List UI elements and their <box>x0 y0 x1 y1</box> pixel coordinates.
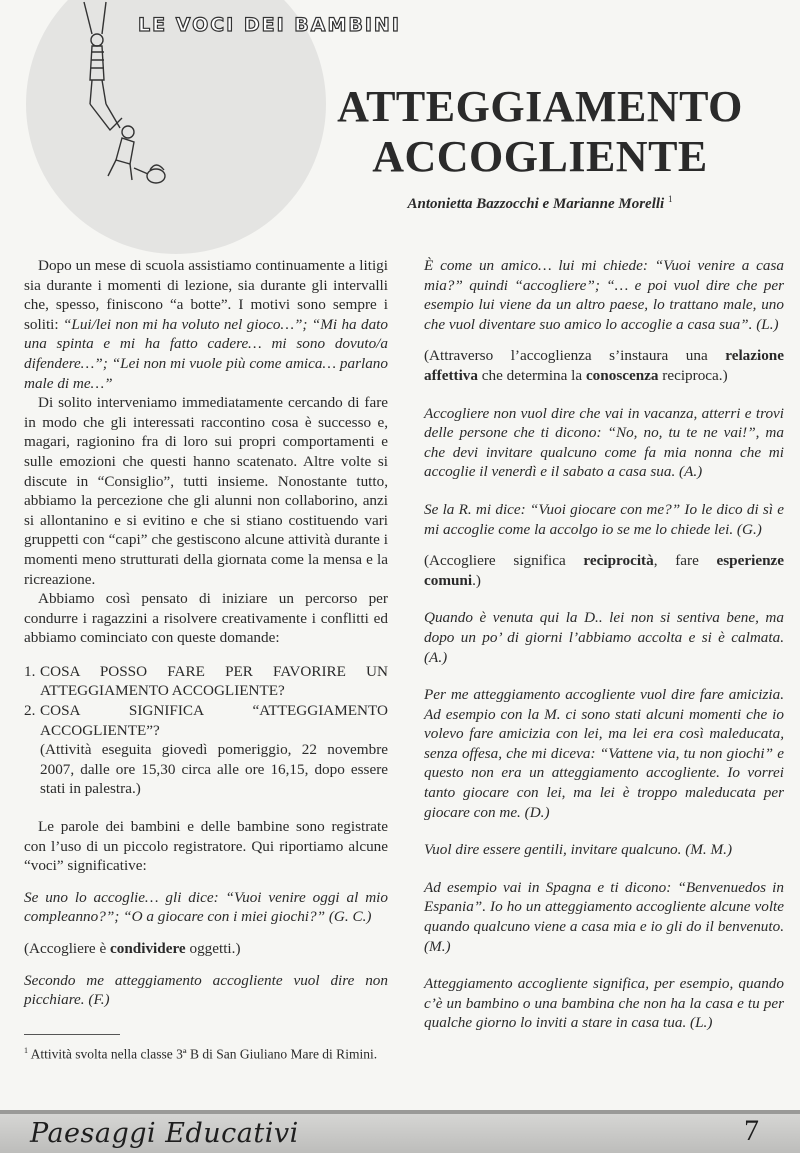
note-2-e: reciproca.) <box>658 366 728 384</box>
voice-5: Se la R. mi dice: “Vuoi giocare con me?” Io le dico di sì e mi accoglie come la accolgo io se me lo chiede lei. (G.) <box>424 500 784 538</box>
footnote-text: Attività svolta nella classe 3ª B di San Giuliano Mare di Rimini. <box>30 1046 378 1062</box>
question-1 <box>24 662 388 701</box>
magazine-brand: Paesaggi Educativi <box>30 1118 299 1149</box>
note-3-c: , fare <box>653 552 717 570</box>
note-3-bold-1: reciprocità <box>583 552 654 570</box>
article-title <box>300 82 780 182</box>
voice-1: Se uno lo accoglie… gli dice: “Vuoi venire oggi al mio compleanno?”; “O a giocare con i miei giochi?” (G. C.) <box>24 888 388 926</box>
note-3-e: .) <box>472 571 481 589</box>
authors-footnote-ref: 1 <box>667 194 673 204</box>
question-2 <box>24 701 388 740</box>
note-2-c: che determina la <box>477 366 586 384</box>
right-column <box>424 256 784 1033</box>
note-1-a: (Accogliere è <box>24 940 111 957</box>
voice-4: Accogliere non vuol dire che vai in vacanza, atterri e trovi delle persone che ti dicono: “No, no, tu te ne vai!”, ma che devi invitare qualcuno come fa mia nonna che mi accoglie il venerdì e il sabato a casa sua. (A.) <box>424 404 784 481</box>
question-1-number: 1. <box>24 662 36 680</box>
voice-3: È come un amico… lui mi chiede: “Vuoi venire a casa mia?” quindi “accogliere”; “… e poi vuol dire che per esempio lui viene da un altro paese, lo trattano male, uno che vuol diventare suo amico lo accoglie a casa sua”. (L.) <box>424 257 784 333</box>
intro-text: Dopo un mese di scuola assistiamo continuamente a litigi sia durante i momenti di lezione, sia durante gli intervalli che, spesso, finiscono “a botte”. I motivi sono sempre i soliti: <box>24 257 388 333</box>
article-authors <box>300 194 780 213</box>
paragraph-4: Le parole dei bambini e delle bambine sono registrate con l’uso di un piccolo registratore. Qui riportiamo alcune “voci” significative: <box>24 818 388 875</box>
note-2-bold-1: relazione affettiva <box>424 347 784 384</box>
voice-6: Quando è venuta qui la D.. lei non si sentiva bene, ma dopo un po’ di giorni l’abbiamo accolta e si è calmata. (A.) <box>424 609 784 666</box>
note-1-bold: condividere <box>110 940 186 957</box>
voice-10: Atteggiamento accogliente significa, per esempio, quando c’è un bambino o una bambina che non ha la casa e tu per qualche giorno lo inviti a stare in casa tua. (L.) <box>424 975 784 1032</box>
section-label: LE VOCI DEI BAMBINI <box>138 14 401 36</box>
voice-2: Secondo me atteggiamento accogliente vuol dire non picchiare. (F.) <box>24 971 388 1009</box>
note-2 <box>424 346 784 385</box>
authors-text: Antonietta Bazzocchi e Marianne Morelli <box>407 196 665 212</box>
intro-quotes: “Lui/lei non mi ha voluto nel gioco…”; “Mi ha dato una spinta e mi ha fatto cadere… mi sono dovuto/a difendere…”; “Lei non mi vuole più come amica… parlano male di me…” <box>24 315 388 392</box>
note-1-c: oggetti.) <box>185 940 241 957</box>
question-2-number: 2. <box>24 702 36 720</box>
note-1 <box>24 939 388 959</box>
question-2-text: COSA SIGNIFICA “ATTEGGIAMENTO ACCOGLIENTE”? <box>40 702 388 739</box>
intro-paragraph <box>24 256 388 393</box>
question-1-text: COSA POSSO FARE PER FAVORIRE UN ATTEGGIAMENTO ACCOGLIENTE? <box>40 662 388 700</box>
note-3-a: (Accogliere significa <box>424 552 584 570</box>
footnote-divider <box>24 1034 120 1035</box>
footnote-number: 1 <box>24 1046 28 1055</box>
voice-8: Vuol dire essere gentili, invitare qualcuno. (M. M.) <box>424 841 733 859</box>
note-2-a: (Attraverso l’accoglienza s’instaura una <box>424 347 726 365</box>
footnote <box>24 1042 388 1064</box>
voice-9: Ad esempio vai in Spagna e ti dicono: “Benvenuedos in Espania”. Io ho un atteggiamento accogliente alcune volte quando qualcuno viene a casa mia e io gli do il benvenuto. (M.) <box>424 878 784 955</box>
paragraph-2: Di solito interveniamo immediatamente cercando di fare in modo che gli interessati raccontino cosa è successo e, magari, ragionino fra di loro sui propri comportamenti e sulle emozioni che questi hanno scatenato. Altre volte si discute in “Consiglio”, tutti insieme. Nonostante tutto, abbiamo la percezione che gli alunni non collaborino, anzi si allontanino e si evitino e che si stiano costituendo vari gruppetti con “capi” che gestiscono alcune attività durante i momenti meno strutturati della giornata come la mensa e la ricreazione. <box>24 394 388 588</box>
note-2-bold-2: conoscenza <box>585 366 659 384</box>
activity-note: (Attività eseguita giovedì pomeriggio, 22 novembre 2007, dalle ore 15,30 circa alle ore 16,15, dopo essere stati in palestra.) <box>40 741 388 798</box>
title-line-1: ATTEGGIAMENTO <box>337 82 743 131</box>
voice-7: Per me atteggiamento accogliente vuol dire fare amicizia. Ad esempio con la M. ci sono stati alcuni momenti che io volevo fare amicizia con lei, ma lei era così maleducata, senza offesa, che mi diceva: “Vattene via, tu non giochi” e questo non era un atteggiamento accogliente. Io vorrei tanto giocare con lei, ma lei è troppo maleducata per giocare con me. (D.) <box>424 686 784 821</box>
question-list <box>24 662 388 740</box>
title-line-2: ACCOGLIENTE <box>372 132 708 181</box>
note-3 <box>424 551 784 590</box>
note-3-bold-2: esperienze comuni <box>424 552 784 589</box>
paragraph-3: Abbiamo così pensato di iniziare un percorso per condurre i ragazzini a risolvere creativamente i conflitti ed abbiamo cominciato con queste domande: <box>24 590 388 647</box>
left-column <box>24 256 388 1010</box>
page-number: 7 <box>744 1114 759 1147</box>
